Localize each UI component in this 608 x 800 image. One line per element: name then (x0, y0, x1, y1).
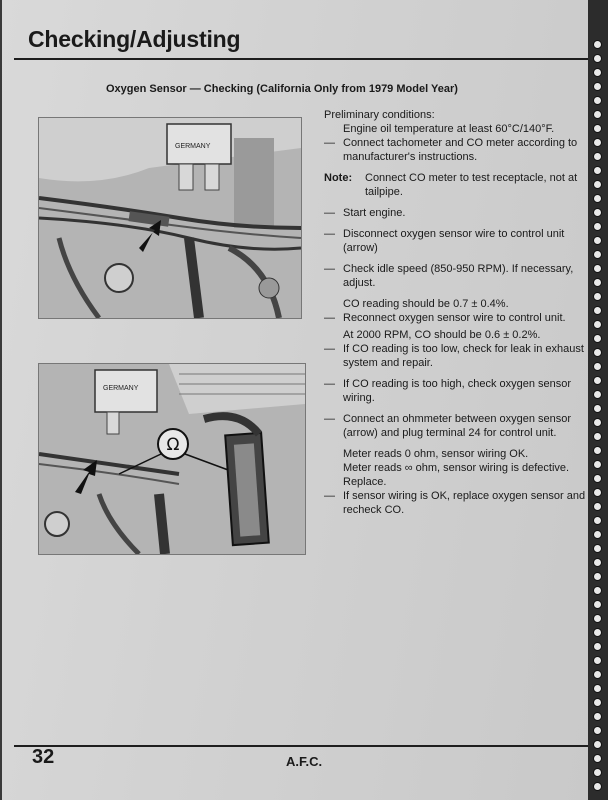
binding-hole (593, 152, 602, 161)
binding-hole (593, 572, 602, 581)
binding-hole (593, 40, 602, 49)
binding-hole (593, 754, 602, 763)
step-co-high: — If CO reading is too high, check oxygen sensor wiring. (324, 378, 572, 404)
binding-hole (593, 544, 602, 553)
binding-hole (593, 418, 602, 427)
binding-hole (593, 460, 602, 469)
dash-marker: — (324, 263, 335, 275)
binding-hole (593, 82, 602, 91)
step-co-low: — If CO reading is too low, check for leak in exhaust system and repair. (324, 343, 584, 369)
binding-hole (593, 320, 602, 329)
step-connect-ohmmeter: — Connect an ohmmeter between oxygen sensor (arrow) and plug terminal 24 for control unit. (324, 413, 572, 439)
co-reading-idle: CO reading should be 0.7 ± 0.4%. (343, 298, 509, 310)
binding-hole (593, 698, 602, 707)
footer-rule (14, 745, 588, 747)
binding-hole (593, 54, 602, 63)
binding-hole (593, 166, 602, 175)
procedure-text (324, 108, 586, 524)
binding-hole (593, 180, 602, 189)
dash-marker: — (324, 207, 335, 219)
binding-hole (593, 530, 602, 539)
binding-hole (593, 642, 602, 651)
control-box-label: GERMANY (103, 385, 139, 392)
ohmmeter-illustration (39, 364, 305, 554)
binding-hole (593, 740, 602, 749)
binding-hole (593, 124, 602, 133)
note (324, 171, 586, 199)
step-wiring-ok: — If sensor wiring is OK, replace oxygen sensor and recheck CO. (324, 490, 586, 516)
engine-bay-illustration (39, 118, 301, 318)
binding-hole (593, 712, 602, 721)
dash-marker: — (324, 312, 335, 324)
binding-hole (593, 726, 602, 735)
control-box-label: GERMANY (175, 143, 211, 150)
binding-hole (593, 586, 602, 595)
dash-marker: — (324, 378, 335, 390)
meter-reads-zero: Meter reads 0 ohm, sensor wiring OK. (343, 448, 529, 460)
binding-hole (593, 628, 602, 637)
binding-hole (593, 446, 602, 455)
binding-hole (593, 474, 602, 483)
binding-hole (593, 684, 602, 693)
binding-hole (593, 670, 602, 679)
step-connect-tach: — Connect tachometer and CO meter according to manufacturer's instructions. (324, 137, 578, 163)
binding-hole (593, 334, 602, 343)
figure-oxygen-sensor-connector (38, 117, 302, 319)
binding-hole (593, 250, 602, 259)
binding-hole (593, 194, 602, 203)
binding-hole (593, 278, 602, 287)
binding-hole (593, 768, 602, 777)
binding-hole (593, 264, 602, 273)
binding-hole (593, 138, 602, 147)
binding-hole (593, 390, 602, 399)
binding-hole (593, 432, 602, 441)
binding-hole (593, 68, 602, 77)
step-reconnect-sensor: — Reconnect oxygen sensor wire to control unit. (324, 312, 566, 324)
binding-hole (593, 376, 602, 385)
dash-marker: — (324, 228, 335, 240)
co-reading-2000: At 2000 RPM, CO should be 0.6 ± 0.2%. (343, 329, 541, 341)
spiral-binding (588, 0, 608, 800)
binding-hole (593, 404, 602, 413)
binding-hole (593, 348, 602, 357)
dash-marker: — (324, 413, 335, 425)
figure-ohmmeter-check (38, 363, 306, 555)
note-label: Note: (324, 172, 353, 184)
header-rule (14, 58, 588, 60)
binding-hole (593, 558, 602, 567)
step-start-engine: — Start engine. (324, 207, 406, 219)
binding-hole (593, 600, 602, 609)
meter-reads-infinite: Meter reads ∞ ohm, sensor wiring is defective. Replace. (343, 462, 570, 488)
dash-marker: — (324, 137, 335, 149)
binding-hole (593, 96, 602, 105)
footer-label: A.F.C. (286, 754, 323, 769)
binding-hole (593, 488, 602, 497)
binding-hole (593, 306, 602, 315)
binding-hole (593, 292, 602, 301)
binding-hole (593, 614, 602, 623)
dash-marker: — (324, 490, 335, 502)
binding-hole (593, 656, 602, 665)
binding-hole (593, 362, 602, 371)
ohm-glyph: Ω (166, 435, 180, 455)
dash-marker: — (324, 343, 335, 355)
step-check-idle: — Check idle speed (850-950 RPM). If necessary, adjust. (324, 263, 574, 289)
manual-page (2, 0, 588, 800)
page-number: 32 (32, 746, 55, 768)
note-text: Connect CO meter to test receptacle, not at tailpipe. (365, 172, 578, 198)
binding-hole (593, 222, 602, 231)
binding-hole (593, 236, 602, 245)
step-engine-oil: Engine oil temperature at least 60°C/140°F. (343, 123, 555, 135)
binding-hole (593, 516, 602, 525)
step-disconnect-sensor: — Disconnect oxygen sensor wire to control unit (arrow) (324, 228, 565, 254)
binding-hole (593, 502, 602, 511)
binding-hole (593, 110, 602, 119)
section-heading: Oxygen Sensor — Checking (California Only from 1979 Model Year) (106, 83, 458, 95)
binding-hole (593, 208, 602, 217)
binding-hole (593, 782, 602, 791)
page-title: Checking/Adjusting (28, 26, 241, 52)
preliminary-heading: Preliminary conditions: (324, 109, 435, 121)
